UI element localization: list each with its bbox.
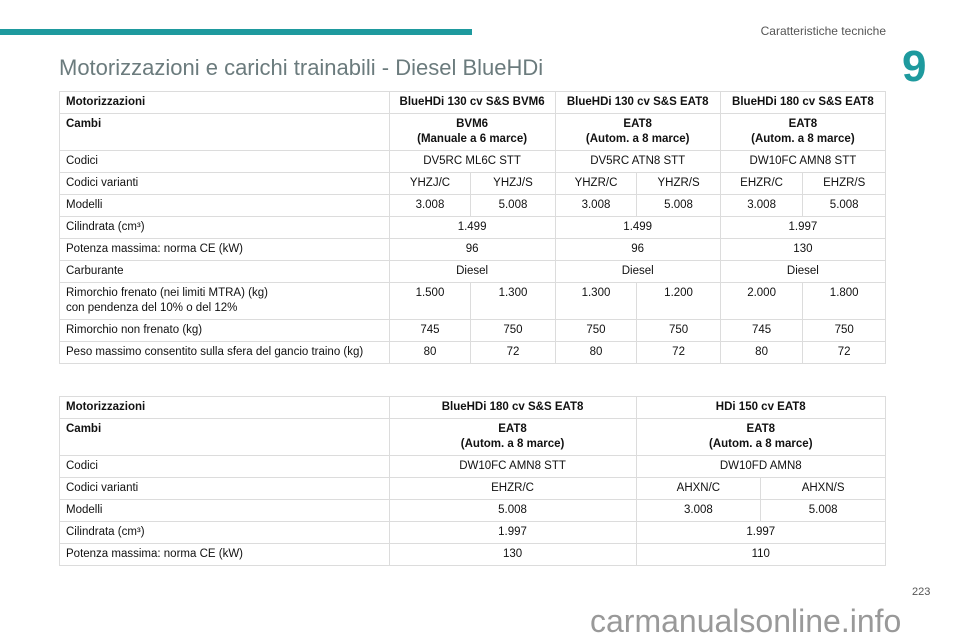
cell: 1.300 [555,283,637,320]
row-label: Cilindrata (cm³) [60,217,390,239]
cell: BlueHDi 130 cv S&S BVM6 [389,92,555,114]
cell: 72 [471,342,555,364]
row-label: Motorizzazioni [60,92,390,114]
cell: 1.300 [471,283,555,320]
cell: 130 [720,239,885,261]
row-label: Codici varianti [60,478,390,500]
cell: 110 [636,544,885,566]
cell: 130 [389,544,636,566]
table-row [60,500,886,522]
cell: DW10FD AMN8 [636,456,885,478]
table-row [60,114,886,151]
row-label: Cambi [60,419,390,456]
chapter-number: 9 [902,42,927,91]
cell: 96 [389,239,555,261]
row-label: Potenza massima: norma CE (kW) [60,239,390,261]
row-label: Codici [60,151,390,173]
page-number: 223 [912,586,931,598]
cell: 3.008 [555,195,637,217]
cell: YHZR/C [555,173,637,195]
cell: 3.008 [389,195,471,217]
cell: BlueHDi 180 cv S&S EAT8 [720,92,885,114]
table-row [60,151,886,173]
row-label: Potenza massima: norma CE (kW) [60,544,390,566]
cell: 3.008 [720,195,803,217]
cell: 1.499 [555,217,720,239]
cell: 745 [720,320,803,342]
cell: 750 [555,320,637,342]
page-title: Motorizzazioni e carichi trainabili - Diesel BlueHDi [59,55,544,80]
cell: 1.997 [636,522,885,544]
table-row [60,92,886,114]
table-row [60,217,886,239]
row-label: Cilindrata (cm³) [60,522,390,544]
cell: 5.008 [803,195,886,217]
cell: Diesel [555,261,720,283]
cell: EHZR/S [803,173,886,195]
table-row [60,478,886,500]
cell: DV5RC ML6C STT [389,151,555,173]
table-row [60,239,886,261]
cell: 1.499 [389,217,555,239]
cell: 1.800 [803,283,886,320]
cell: Diesel [389,261,555,283]
cell: 750 [637,320,720,342]
cell: DW10FC AMN8 STT [389,456,636,478]
cell: Diesel [720,261,885,283]
cell: 80 [555,342,637,364]
row-label: Codici varianti [60,173,390,195]
cell: 96 [555,239,720,261]
table-row [60,261,886,283]
table-row [60,522,886,544]
cell: 72 [803,342,886,364]
table-row [60,544,886,566]
table-row [60,195,886,217]
row-label: Cambi [60,114,390,151]
cell: EAT8 (Autom. a 8 marce) [636,419,885,456]
cell: AHXN/S [761,478,886,500]
cell: EAT8 (Autom. a 8 marce) [389,419,636,456]
cell: 80 [389,342,471,364]
cell: BlueHDi 180 cv S&S EAT8 [389,397,636,419]
cell: YHZR/S [637,173,720,195]
row-label: Rimorchio non frenato (kg) [60,320,390,342]
table-row [60,456,886,478]
watermark: carmanualsonline.info [590,603,902,639]
cell: YHZJ/S [471,173,555,195]
cell: HDi 150 cv EAT8 [636,397,885,419]
cell: EAT8 (Autom. a 8 marce) [720,114,885,151]
cell: BVM6 (Manuale a 6 marce) [389,114,555,151]
table-row [60,419,886,456]
section-title: Caratteristiche tecniche [760,24,886,38]
cell: YHZJ/C [389,173,471,195]
row-label: Modelli [60,500,390,522]
table-row [60,173,886,195]
table-row [60,397,886,419]
row-label: Rimorchio frenato (nei limiti MTRA) (kg) con pendenza del 10% o del 12% [60,283,390,320]
header-accent-bar [0,29,472,35]
cell: DV5RC ATN8 STT [555,151,720,173]
cell: 80 [720,342,803,364]
cell: 750 [803,320,886,342]
row-label: Carburante [60,261,390,283]
specs-table-1 [59,91,886,364]
cell: 3.008 [636,500,761,522]
table-row [60,320,886,342]
row-label: Codici [60,456,390,478]
cell: EHZR/C [720,173,803,195]
table-row [60,342,886,364]
cell: 72 [637,342,720,364]
cell: EAT8 (Autom. a 8 marce) [555,114,720,151]
cell: DW10FC AMN8 STT [720,151,885,173]
cell: 5.008 [389,500,636,522]
cell: 2.000 [720,283,803,320]
row-label: Peso massimo consentito sulla sfera del gancio traino (kg) [60,342,390,364]
row-label: Motorizzazioni [60,397,390,419]
cell: 5.008 [761,500,886,522]
row-label: Modelli [60,195,390,217]
specs-table-2 [59,396,886,566]
cell: 5.008 [471,195,555,217]
cell: EHZR/C [389,478,636,500]
cell: AHXN/C [636,478,761,500]
cell: 750 [471,320,555,342]
cell: 1.997 [720,217,885,239]
cell: BlueHDi 130 cv S&S EAT8 [555,92,720,114]
cell: 5.008 [637,195,720,217]
cell: 745 [389,320,471,342]
cell: 1.500 [389,283,471,320]
cell: 1.200 [637,283,720,320]
cell: 1.997 [389,522,636,544]
table-row [60,283,886,320]
